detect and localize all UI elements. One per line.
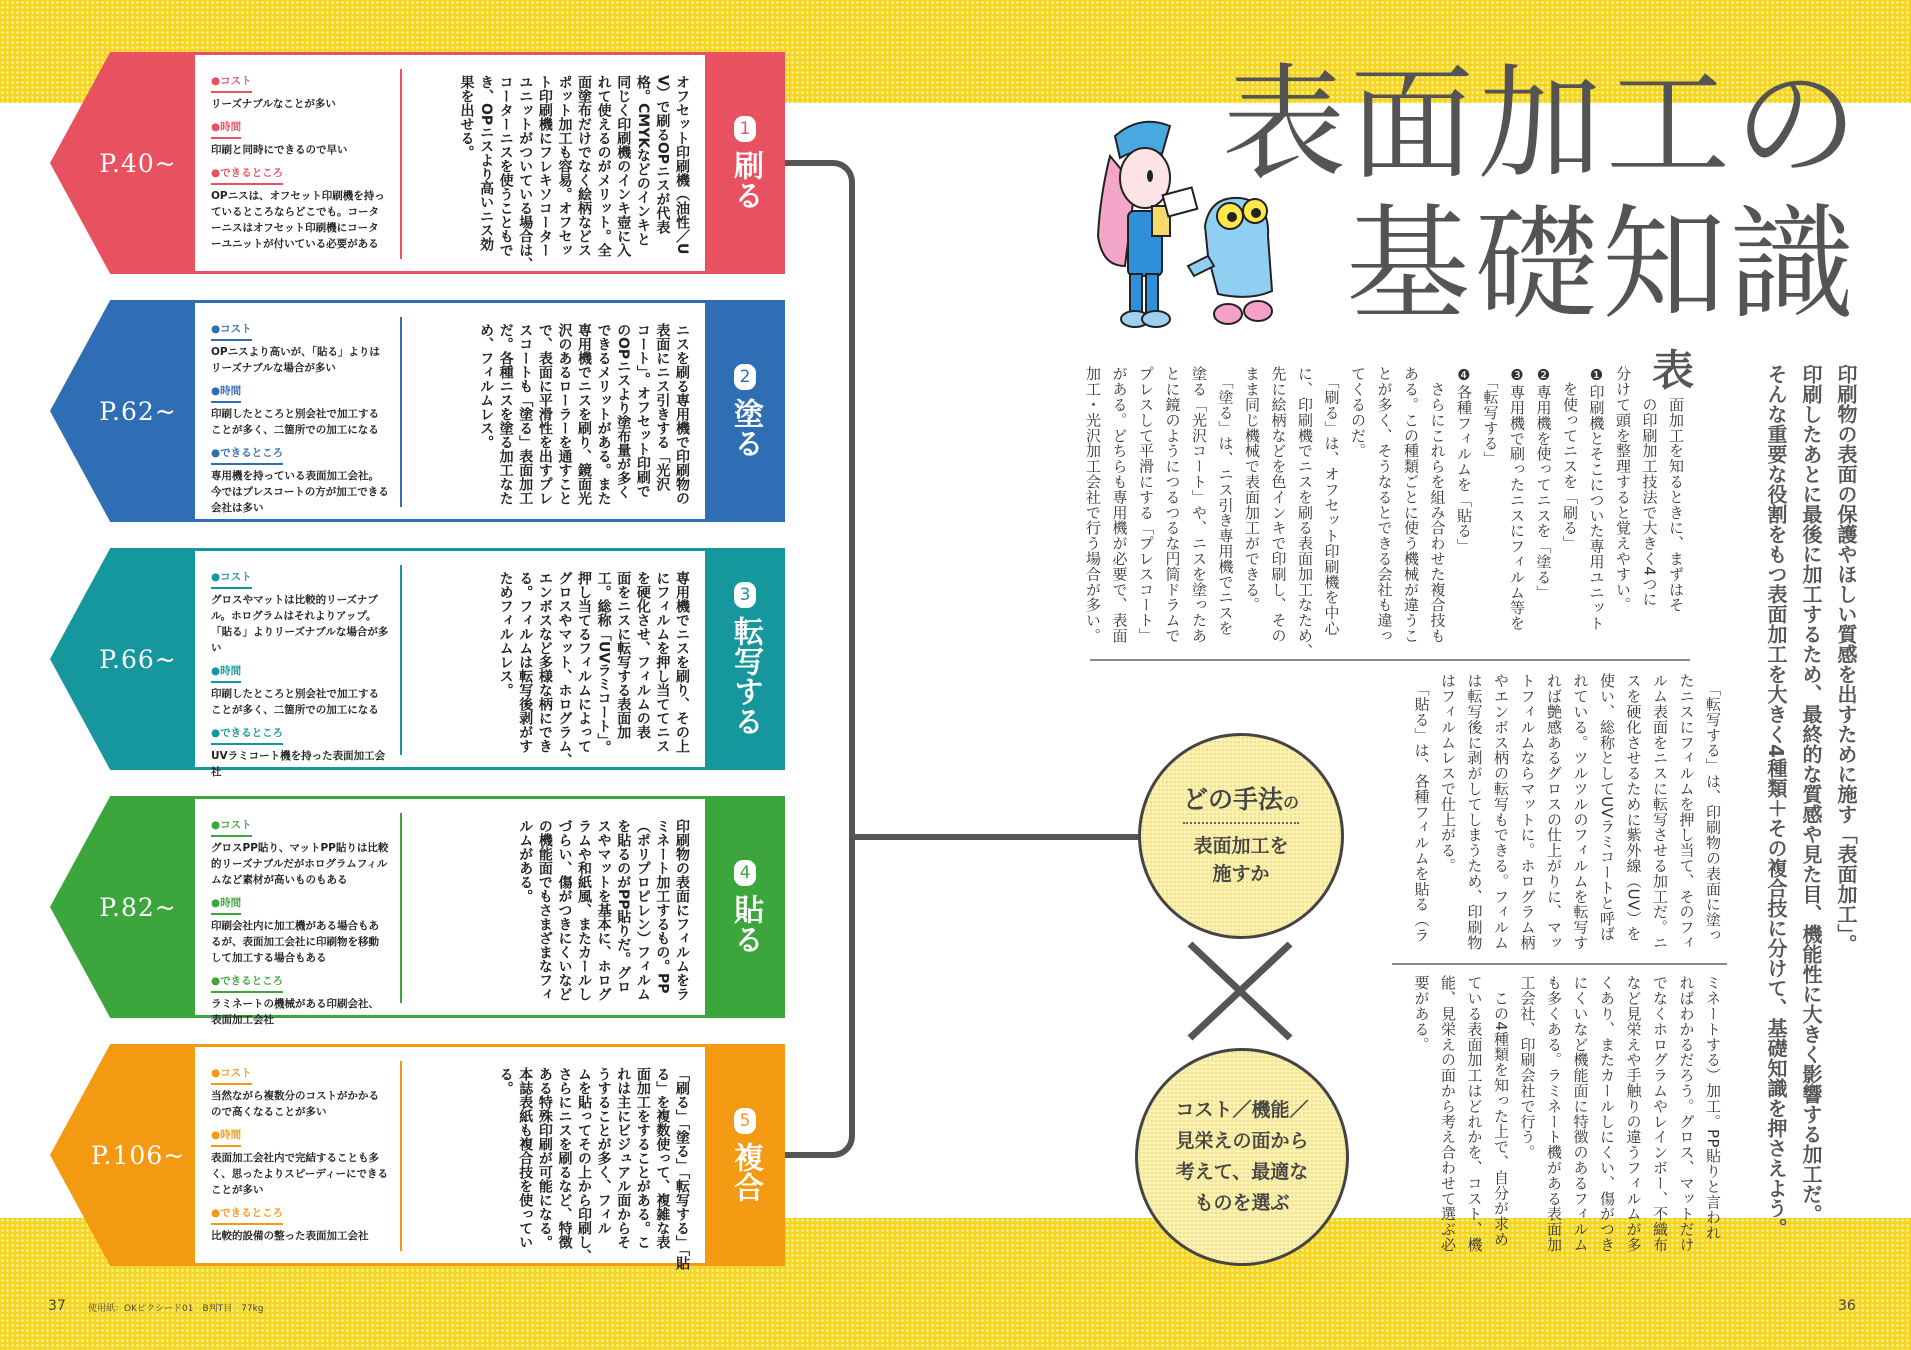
page-reference: P.82~	[99, 892, 177, 922]
text-column: 同じく印刷機のインキ壺に入	[615, 75, 632, 257]
card-info	[211, 1065, 389, 1251]
text-column: スコートも「塗る」表面加工	[517, 323, 534, 505]
technique-label: 貼る	[728, 894, 763, 954]
technique-label: 刷る	[728, 150, 763, 210]
connector-line-bottom	[785, 834, 855, 1158]
info-text-time: 表面加工会社内で完結することも多く、思ったよりスピーディーにできることが多い	[211, 1152, 389, 1196]
body-text-lower-b	[1408, 975, 1726, 1252]
info-text-time: 印刷会社内に加工機がある場合もあるが、表面加工会社に印刷物を移動して加工する場合もある	[211, 920, 379, 964]
card-panel	[195, 303, 705, 519]
text-column: ユニットがついている場合は、	[517, 75, 534, 271]
text-column: のOPニスより塗布量が多く	[615, 323, 632, 500]
info-heading-where	[211, 725, 389, 748]
text-column: に、印刷機でニスを刷る表面加工なため、	[1296, 366, 1314, 659]
title-line-2: 基礎知識	[1346, 193, 1859, 337]
text-column: ている表面加工はどれかを、コスト、機	[1465, 975, 1484, 1253]
text-column: る。フィルムは転写後剥がす	[517, 571, 534, 753]
technique-card	[50, 52, 785, 274]
text-column: れている。ツルツルのフィルムを転写す	[1571, 673, 1590, 951]
card-info	[211, 73, 389, 259]
info-heading-time	[211, 119, 389, 142]
worker-girl-icon	[1098, 122, 1197, 327]
divider-rule	[1392, 963, 1727, 965]
method-line-3: 施すか	[1212, 862, 1270, 885]
text-column: だ。各種ニスを塗る加工なた	[497, 323, 514, 505]
text-column: 印刷物の表面の保護やほしい質感を出すために施す「表面加工」。	[1834, 364, 1858, 954]
text-column: にくいなど機能面に特徴のあるフィルム	[1571, 975, 1590, 1253]
text-column: はフィルムレスで仕上がる。	[1439, 673, 1457, 874]
text-column: にフィルムを押し当ててニス	[654, 571, 671, 753]
info-text-cost: グロスPP貼り、マットPP貼りは比較的リーズナブルだがホログラムフィルムなど素材が高いものもある	[211, 842, 389, 886]
text-column: を使ってニスを「刷る」	[1561, 366, 1579, 551]
technique-card	[50, 548, 785, 778]
text-column: 果を出せる。	[458, 75, 475, 159]
text-column: コーターニスを使うこともで	[497, 75, 514, 257]
text-column: の機能面でもさまざまなフィ	[536, 819, 553, 1001]
text-column: れば艶感あるグロスの仕上がりに、マッ	[1545, 673, 1563, 951]
number-badge: 5	[734, 1108, 756, 1134]
text-column: ❶印刷機とそこについた専用ユニット	[1587, 366, 1606, 631]
text-column: 使い、総称としてUVラミコートと呼ば	[1598, 673, 1616, 942]
text-column: れて使えるのがメリット。全	[595, 75, 612, 257]
card-panel	[195, 55, 705, 271]
text-column: そんな重要な役割をもつ表面加工を大きく4種類＋その複合技に分けて、基礎知識を押さえよう。	[1764, 364, 1788, 1238]
info-heading-label: ●時間	[211, 1127, 241, 1147]
info-heading-time	[211, 383, 389, 406]
text-column: は転写後に剥がしてしまうため、印刷物	[1465, 673, 1484, 951]
text-column: コート」。オフセット印刷で	[634, 323, 651, 498]
text-column: （ポリプロピレン）フィルム	[634, 819, 651, 1001]
info-heading-cost	[211, 817, 389, 840]
text-column: 沢のあるローラーを通すこと	[556, 323, 573, 505]
text-column: とに鏡のようにつるつるな円筒ドラムで	[1163, 366, 1182, 644]
text-column: 専用機でニスを刷り、その上	[674, 571, 690, 753]
text-column: 印刷したあとに最後に加工するため、最終的な質感や見た目、機能性に大きく影響する加工だ。	[1799, 364, 1823, 1224]
divider-rule	[1090, 659, 1690, 661]
text-column: る」を複数使って、複雑な表	[654, 1067, 671, 1249]
number-badge: 4	[734, 860, 756, 886]
page-reference: P.66~	[99, 644, 177, 674]
text-column: ためフィルムレス。	[497, 571, 514, 697]
text-column: ムを貼ってその上から印刷し、	[576, 1067, 593, 1263]
technique-card	[50, 300, 785, 522]
info-text-cost: グロスやマットは比較的リーズナブル。ホログラムはそれよりアップ。「貼る」よりリーズナブルな場合が多い	[211, 594, 389, 654]
text-column: とが多く、そうなるとできる会社も違っ	[1375, 366, 1394, 644]
info-text-cost: OPニスより高いが、「貼る」よりはリーズナブルな場合が多い	[211, 346, 380, 374]
text-column: 「貼る」は、各種フィルムを貼る（ラ	[1412, 673, 1431, 943]
text-column: づらい、傷がつきにくいなど	[556, 819, 573, 1001]
info-heading-label: ●時間	[211, 119, 241, 139]
card-body-text	[515, 819, 691, 1015]
technique-card	[50, 796, 785, 1026]
card-body-text	[495, 571, 691, 767]
text-column: ある特殊印刷が可能になる。	[536, 1067, 553, 1249]
card-info	[211, 321, 389, 523]
text-column: ❷専用機を使ってニスを「塗る」	[1534, 366, 1553, 600]
text-column: ❹各種フィルムを「貼る」	[1455, 366, 1473, 554]
text-column: 「転写する」	[1481, 366, 1500, 467]
text-column: エンボスなど多様な柄にでき	[536, 571, 553, 753]
info-heading-label: ●コスト	[211, 817, 252, 837]
text-column: さらにこれらを組み合わせた複合技も	[1428, 366, 1447, 644]
text-column: など見栄えや手触りの違うフィルムが多	[1624, 975, 1643, 1253]
criteria-line: コスト／機能／	[1175, 1099, 1309, 1121]
page-title	[1222, 55, 1862, 335]
text-column: トフィルムならマットに。ホログラム柄	[1518, 673, 1537, 951]
body-text-upper	[1080, 366, 1690, 659]
text-column: ニスを刷る専用機で印刷物の	[674, 323, 690, 505]
number-badge: 3	[734, 582, 756, 608]
text-column: うすることが多く、フィル	[595, 1067, 612, 1235]
text-column: ラムや和紙風、またカールし	[576, 819, 593, 1001]
number-badge: 2	[734, 364, 756, 390]
text-column: 分けて頭を整理すると覚えやすい。	[1614, 366, 1632, 613]
text-column: スやマットを基本に、ホログ	[595, 819, 612, 1001]
info-text-where: 専用機を持っている表面加工会社。今ではプレスコートの方が加工できる会社は多い	[211, 470, 389, 514]
card-divider	[400, 317, 402, 507]
text-column: ポット加工も容易。オフセッ	[556, 75, 573, 257]
text-column: 工会社、印刷会社で行う。	[1518, 975, 1537, 1160]
number-badge: 1	[734, 116, 756, 142]
info-heading-where	[211, 445, 389, 468]
text-column: ト印刷機にフレキソコーター	[536, 75, 553, 257]
info-heading-label: ●コスト	[211, 569, 252, 589]
info-text-cost: リーズナブルなことが多い	[211, 98, 336, 110]
text-column: 「刷る」「塗る」「転写する」「貼	[674, 1067, 690, 1270]
text-column: も多くある。ラミネート機がある表面加	[1545, 975, 1563, 1253]
text-column: ればわかるだろう。グロス、マットだけ	[1677, 975, 1696, 1253]
card-divider	[400, 813, 402, 1003]
text-column: ルム表面をニスに転写させる加工だ。ニ	[1651, 673, 1669, 951]
page-reference: P.40~	[99, 148, 177, 178]
info-text-where: ラミネートの機械がある印刷会社、表面加工会社	[211, 998, 379, 1026]
text-column: ミネート加工するもの。PP	[654, 819, 671, 994]
drop-cap: 表	[1652, 346, 1695, 395]
technique-card	[50, 1044, 785, 1270]
info-heading-label: ●コスト	[211, 321, 252, 341]
text-column: 先に絵柄などを色インキで印刷し、その	[1269, 366, 1288, 644]
info-text-cost: 当然ながら複数分のコストがかかるので高くなることが多い	[211, 1090, 379, 1118]
criteria-circle	[1135, 1048, 1349, 1266]
text-column: れは主にビジュアル面からそ	[615, 1067, 632, 1249]
info-heading-where	[211, 165, 389, 188]
card-label-strip	[705, 796, 785, 1018]
intro-lead	[1758, 364, 1863, 1238]
title-line-1: 表面加工の	[1222, 53, 1863, 197]
card-body-text	[456, 75, 691, 271]
info-heading-label: ●コスト	[211, 73, 252, 93]
method-heading	[1183, 785, 1299, 824]
text-column: オフセット印刷機（油性／U	[674, 75, 690, 255]
text-column: を貼るのがPP貼りだ。グロ	[615, 819, 632, 994]
text-column: できるメリットがある。また	[595, 323, 612, 505]
text-column: 面塗布だけでなく絵柄などス	[576, 75, 593, 257]
page-number-right: 36	[1838, 1298, 1856, 1314]
info-text-where: UVラミコート機を持った表面加工会社	[211, 750, 386, 778]
text-column: やエンボス柄の転写もできる。フィルム	[1492, 673, 1510, 951]
text-column: グロスやマット、ホログラム、	[556, 571, 573, 767]
info-heading-label: ●できるところ	[211, 1205, 283, 1225]
method-emphasis: どの手法	[1182, 784, 1283, 814]
paper-note: 使用紙：OKピクシード01 B判T目 77kg	[88, 1304, 264, 1314]
info-heading-where	[211, 973, 389, 996]
text-column: でなくホログラムやレインボー、不織布	[1651, 975, 1669, 1253]
text-column: V）で刷るOPニスが代表	[654, 75, 671, 234]
text-column: る。	[497, 1067, 514, 1095]
card-panel	[195, 799, 705, 1026]
text-column: 面をニスに転写する表面加	[615, 571, 632, 739]
info-heading-label: ●時間	[211, 663, 241, 683]
text-column: 専用機でニスを刷り、鏡面光	[576, 323, 593, 505]
card-divider	[400, 69, 402, 259]
method-line-2: 表面加工を	[1193, 834, 1289, 857]
info-heading-label: ●時間	[211, 383, 241, 403]
text-column: 表面にニス引きする「光沢	[654, 323, 671, 491]
text-column: ルムがある。	[517, 819, 534, 903]
page-reference: P.62~	[99, 396, 177, 426]
info-heading-label: ●コスト	[211, 1065, 252, 1085]
info-heading-label: ●できるところ	[211, 725, 283, 745]
text-column: 格。CMYKなどのインキと	[634, 75, 651, 247]
technique-label: 塗る	[728, 398, 763, 458]
info-heading-time	[211, 663, 389, 686]
method-particle: の	[1283, 792, 1300, 812]
card-body-text	[495, 1067, 691, 1270]
criteria-line: 考えて、最適な	[1175, 1161, 1309, 1183]
info-text-time: 印刷と同時にできるので早い	[211, 144, 348, 156]
info-heading-time	[211, 1127, 389, 1150]
card-body-text	[475, 323, 691, 519]
text-column: くあり、またカールしにくい、傷がつき	[1598, 975, 1616, 1253]
text-column: さらにニスを刷るなど、特徴	[556, 1067, 573, 1249]
connector-line-to-circle	[855, 834, 1140, 840]
info-heading-label: ●できるところ	[211, 165, 283, 185]
card-info	[211, 569, 389, 787]
text-column: 塗る「光沢コート」や、ニスを塗ったあ	[1190, 366, 1208, 644]
text-column: 印刷物の表面にフィルムをラ	[674, 819, 690, 1001]
text-column: 面加工をすることがある。こ	[634, 1067, 651, 1249]
info-heading-time	[211, 895, 389, 918]
multiply-cross-icon	[1186, 940, 1294, 1042]
info-heading-cost	[211, 321, 389, 344]
technique-label: 複合	[728, 1142, 763, 1202]
page-reference: P.106~	[90, 1140, 186, 1170]
card-label-strip	[705, 52, 785, 274]
card-label-strip	[705, 1044, 785, 1266]
text-column: プレスして平滑にする「プレスコート」	[1137, 366, 1155, 644]
card-label-strip	[705, 548, 785, 770]
text-column: 押し当てるフィルムによって	[576, 571, 593, 753]
info-heading-cost	[211, 1065, 389, 1088]
text-column: スを硬化させるために紫外線（UV）を	[1624, 673, 1643, 942]
info-heading-where	[211, 1205, 389, 1228]
card-panel	[195, 551, 705, 778]
text-column: 面加工を知るときに、まずはそ	[1667, 366, 1685, 613]
body-text-lower-a	[1408, 673, 1726, 950]
info-heading-cost	[211, 569, 389, 592]
text-column: ❸専用機で刷ったニスにフィルム等を	[1508, 366, 1526, 631]
text-column: で、表面に平滑性を出すプレ	[536, 323, 553, 505]
text-column: ミネートする）加工。PP貼りと言われ	[1704, 975, 1722, 1241]
text-column: の印刷加工技法で大きく4つに	[1640, 366, 1659, 607]
text-column: を硬化させ、フィルムの表	[634, 571, 651, 739]
card-info	[211, 817, 389, 1035]
page-number-left: 37	[48, 1298, 66, 1314]
info-heading-label: ●できるところ	[211, 973, 283, 993]
info-text-where: OPニスは、オフセット印刷機を持っているところならどこでも。コーターニスはオフセット印刷機にコーターユニットが付いている必要がある	[211, 190, 385, 250]
text-column: この4種類を知った上で、自分が求め	[1492, 975, 1510, 1247]
text-column: 「塗る」は、ニス引き専用機でニスを	[1216, 366, 1235, 636]
criteria-line: 見栄えの面から	[1175, 1130, 1309, 1152]
card-divider	[400, 1061, 402, 1251]
card-panel	[195, 1047, 705, 1270]
text-column: 「刷る」は、オフセット印刷機を中心	[1322, 366, 1341, 636]
text-column: 加工・光沢加工会社で行う場合が多い。	[1084, 366, 1102, 644]
info-heading-cost	[211, 73, 389, 96]
technique-label: 転写する	[728, 616, 763, 736]
text-column: たニスにフィルムを押し当て、そのフィ	[1677, 673, 1696, 951]
card-divider	[400, 565, 402, 755]
text-column: き、OPニスより高いニス効	[478, 75, 495, 252]
text-column: がある。どちらも専用機が必要で、表面	[1110, 366, 1129, 644]
text-column: てくるのだ。	[1349, 366, 1367, 459]
criteria-line: ものを選ぶ	[1194, 1192, 1290, 1214]
connector-line-top	[785, 160, 855, 846]
text-column: ある。この種類ごとに使う機械が違うこ	[1402, 366, 1420, 644]
text-column: 本誌表紙も複合技を使ってい	[517, 1067, 534, 1249]
info-text-time: 印刷したところと別会社で加工することが多く、二箇所での加工になる	[211, 408, 379, 436]
text-column: まま同じ機械で表面加工ができる。	[1243, 366, 1261, 613]
text-column: 能、見栄えの面から考え合わせて選ぶ必	[1439, 975, 1457, 1253]
info-heading-label: ●時間	[211, 895, 241, 915]
text-column: め、フィルムレス。	[478, 323, 495, 449]
info-text-time: 印刷したところと別会社で加工することが多く、二箇所での加工になる	[211, 688, 379, 716]
card-label-strip	[705, 300, 785, 522]
text-column: 工。総称「UVラミコート」。	[595, 571, 612, 755]
info-heading-label: ●できるところ	[211, 445, 283, 465]
text-column: 「転写する」は、印刷物の表面に塗っ	[1704, 673, 1722, 943]
method-circle	[1138, 733, 1344, 939]
info-text-where: 比較的設備の整った表面加工会社	[211, 1230, 369, 1242]
text-column: 要がある。	[1412, 975, 1431, 1052]
